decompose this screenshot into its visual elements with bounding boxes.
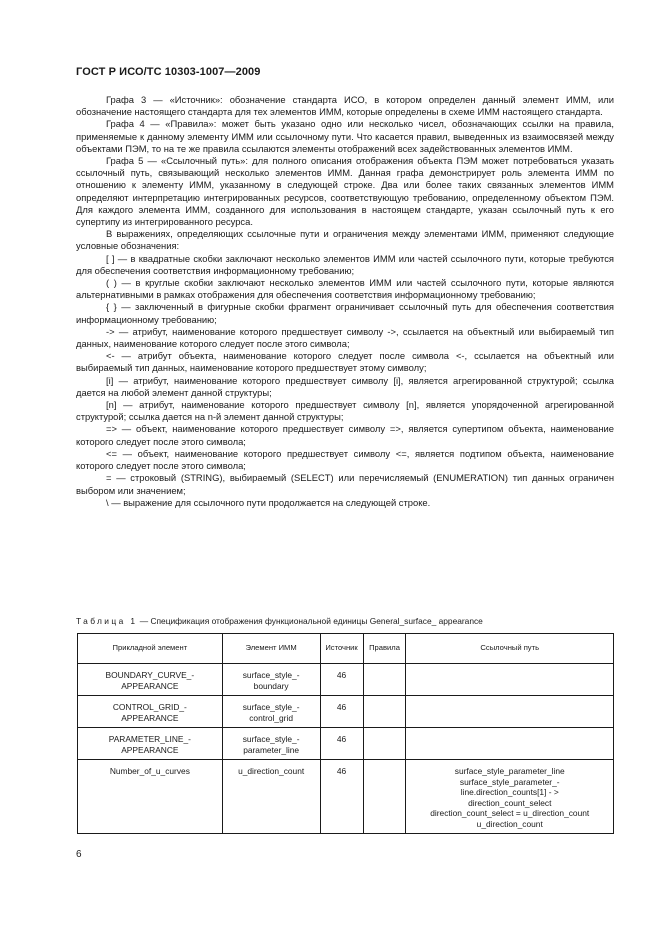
cell-rules <box>363 760 406 834</box>
notation-subtype: <= — объект, наименование которого предшествует символу <=, является подтипом объекта, наименование которого следует после этого символа; <box>76 447 614 472</box>
notation-supertype: => — объект, наименование которого предшествует символу =>, является супертипом объекта, наименование которого следует после этого символа; <box>76 423 614 447</box>
notation-aggregate-n: [n] — атрибут, наименование которого предшествует символу [n], является упорядоченной агрегированной структурой; ссылка дается на n-й элемент данной структуры; <box>76 399 614 423</box>
mapping-spec-table <box>77 633 614 834</box>
paragraph-notation-intro: В выражениях, определяющих ссылочные пути и ограничения между элементами ИММ, применяют следующие условные обозначения: <box>76 228 614 252</box>
cell-source: 46 <box>320 760 363 834</box>
notation-left-arrow: <- — атрибут объекта, наименование которого следует после символа <-, ссылается на объектный или выбираемый тип данных, наименование которого предшествует этому символу; <box>76 350 614 374</box>
cell-rules <box>363 664 406 696</box>
table-row <box>78 728 614 760</box>
header-application-element: Прикладной элемент <box>78 634 223 664</box>
header-source: Источник <box>320 634 363 664</box>
header-reference-path: Ссылочный путь <box>406 634 614 664</box>
cell-application-element: Number_of_u_curves <box>78 760 223 834</box>
document-header: ГОСТ Р ИСО/ТС 10303-1007—2009 <box>76 66 261 78</box>
paragraph-column-4: Графа 4 — «Правила»: может быть указано одно или несколько чисел, обозначающих ссылки на правила, применяемые к данному элементу ИММ или ссылочному пути. Что касается правил, выведенных из взаимосвязей между объектами ПЭМ, то на те же правила ссылаются элементы отображений всех задействованных элементов ИММ. <box>76 118 614 154</box>
table-caption <box>76 616 616 626</box>
cell-imm-element: surface_style_- boundary <box>222 664 320 696</box>
cell-rules <box>363 696 406 728</box>
notation-curly-brackets: { } — заключенный в фигурные скобки фрагмент ограничивает ссылочный путь для обеспечения соответствия информационному требованию; <box>76 301 614 325</box>
table-row <box>78 664 614 696</box>
cell-application-element: PARAMETER_LINE_- APPEARANCE <box>78 728 223 760</box>
table-header-row <box>78 634 614 664</box>
cell-imm-element: surface_style_- parameter_line <box>222 728 320 760</box>
notation-square-brackets: [ ] — в квадратные скобки заключают несколько элементов ИММ или частей ссылочного пути, которые требуются для обеспечения соответствия информационному требованию; <box>76 252 614 276</box>
table-row <box>78 760 614 834</box>
header-rules: Правила <box>363 634 406 664</box>
notation-equals: = — строковый (STRING), выбираемый (SELECT) или перечисляемый (ENUMERATION) тип данных ограничен выбором или значением; <box>76 472 614 496</box>
notation-aggregate-i: [i] — атрибут, наименование которого предшествует символу [i], является агрегированной структурой; ссылка дается на любой элемент данной структуры; <box>76 374 614 398</box>
header-imm-element: Элемент ИММ <box>222 634 320 664</box>
cell-reference-path: surface_style_parameter_line surface_style_parameter_- line.direction_counts[1] - > direction_count_select direction_count_select = u_direction_count u_direction_count <box>406 760 614 834</box>
table-row <box>78 696 614 728</box>
paragraph-column-5: Графа 5 — «Ссылочный путь»: для полного описания отображения объекта ПЭМ может потребоваться указать ссылочный путь, связывающий несколько элементов ИММ. Данная графа демонстрирует роль элемента ИММ по отношению к элементу ИММ, указанному в следующей строке. Два или более таких связанных элементов ИММ определяют интерпретацию интегрированных ресурсов, соответствующую требованию, определенному объектом ПЭМ. Для каждого элемента ИММ, созданного для использования в настоящем стандарте, указан ссылочный путь к его супертипу из интегрированного ресурса. <box>76 155 614 228</box>
table-caption-label: Таблица 1 <box>76 616 138 626</box>
cell-rules <box>363 728 406 760</box>
cell-source: 46 <box>320 696 363 728</box>
table-caption-text: — Спецификация отображения функциональной единицы General_surface_ appearance <box>137 616 483 626</box>
cell-imm-element: surface_style_- control_grid <box>222 696 320 728</box>
notation-right-arrow: -> — атрибут, наименование которого предшествует символу ->, ссылается на объектный или выбираемый тип данных, наименование которого следует после этого символа; <box>76 325 614 350</box>
cell-application-element: CONTROL_GRID_- APPEARANCE <box>78 696 223 728</box>
table-body <box>78 664 614 834</box>
notation-round-brackets: ( ) — в круглые скобки заключают несколько элементов ИММ или частей ссылочного пути, которые являются альтернативными в рамках отображения для обеспечения соответствия информационному требованию; <box>76 277 614 301</box>
paragraph-column-3: Графа 3 — «Источник»: обозначение стандарта ИСО, в котором определен данный элемент ИММ, или обозначение настоящего стандарта для тех элементов ИММ, которые определены в схеме ИММ настоящего стандарта. <box>76 94 614 118</box>
cell-application-element: BOUNDARY_CURVE_- APPEARANCE <box>78 664 223 696</box>
cell-reference-path <box>406 696 614 728</box>
cell-reference-path <box>406 664 614 696</box>
cell-imm-element: u_direction_count <box>222 760 320 834</box>
cell-source: 46 <box>320 664 363 696</box>
notation-continuation: \ — выражение для ссылочного пути продолжается на следующей строке. <box>106 496 431 508</box>
page-number: 6 <box>76 849 82 860</box>
cell-source: 46 <box>320 728 363 760</box>
body-text <box>76 94 614 509</box>
cell-reference-path <box>406 728 614 760</box>
